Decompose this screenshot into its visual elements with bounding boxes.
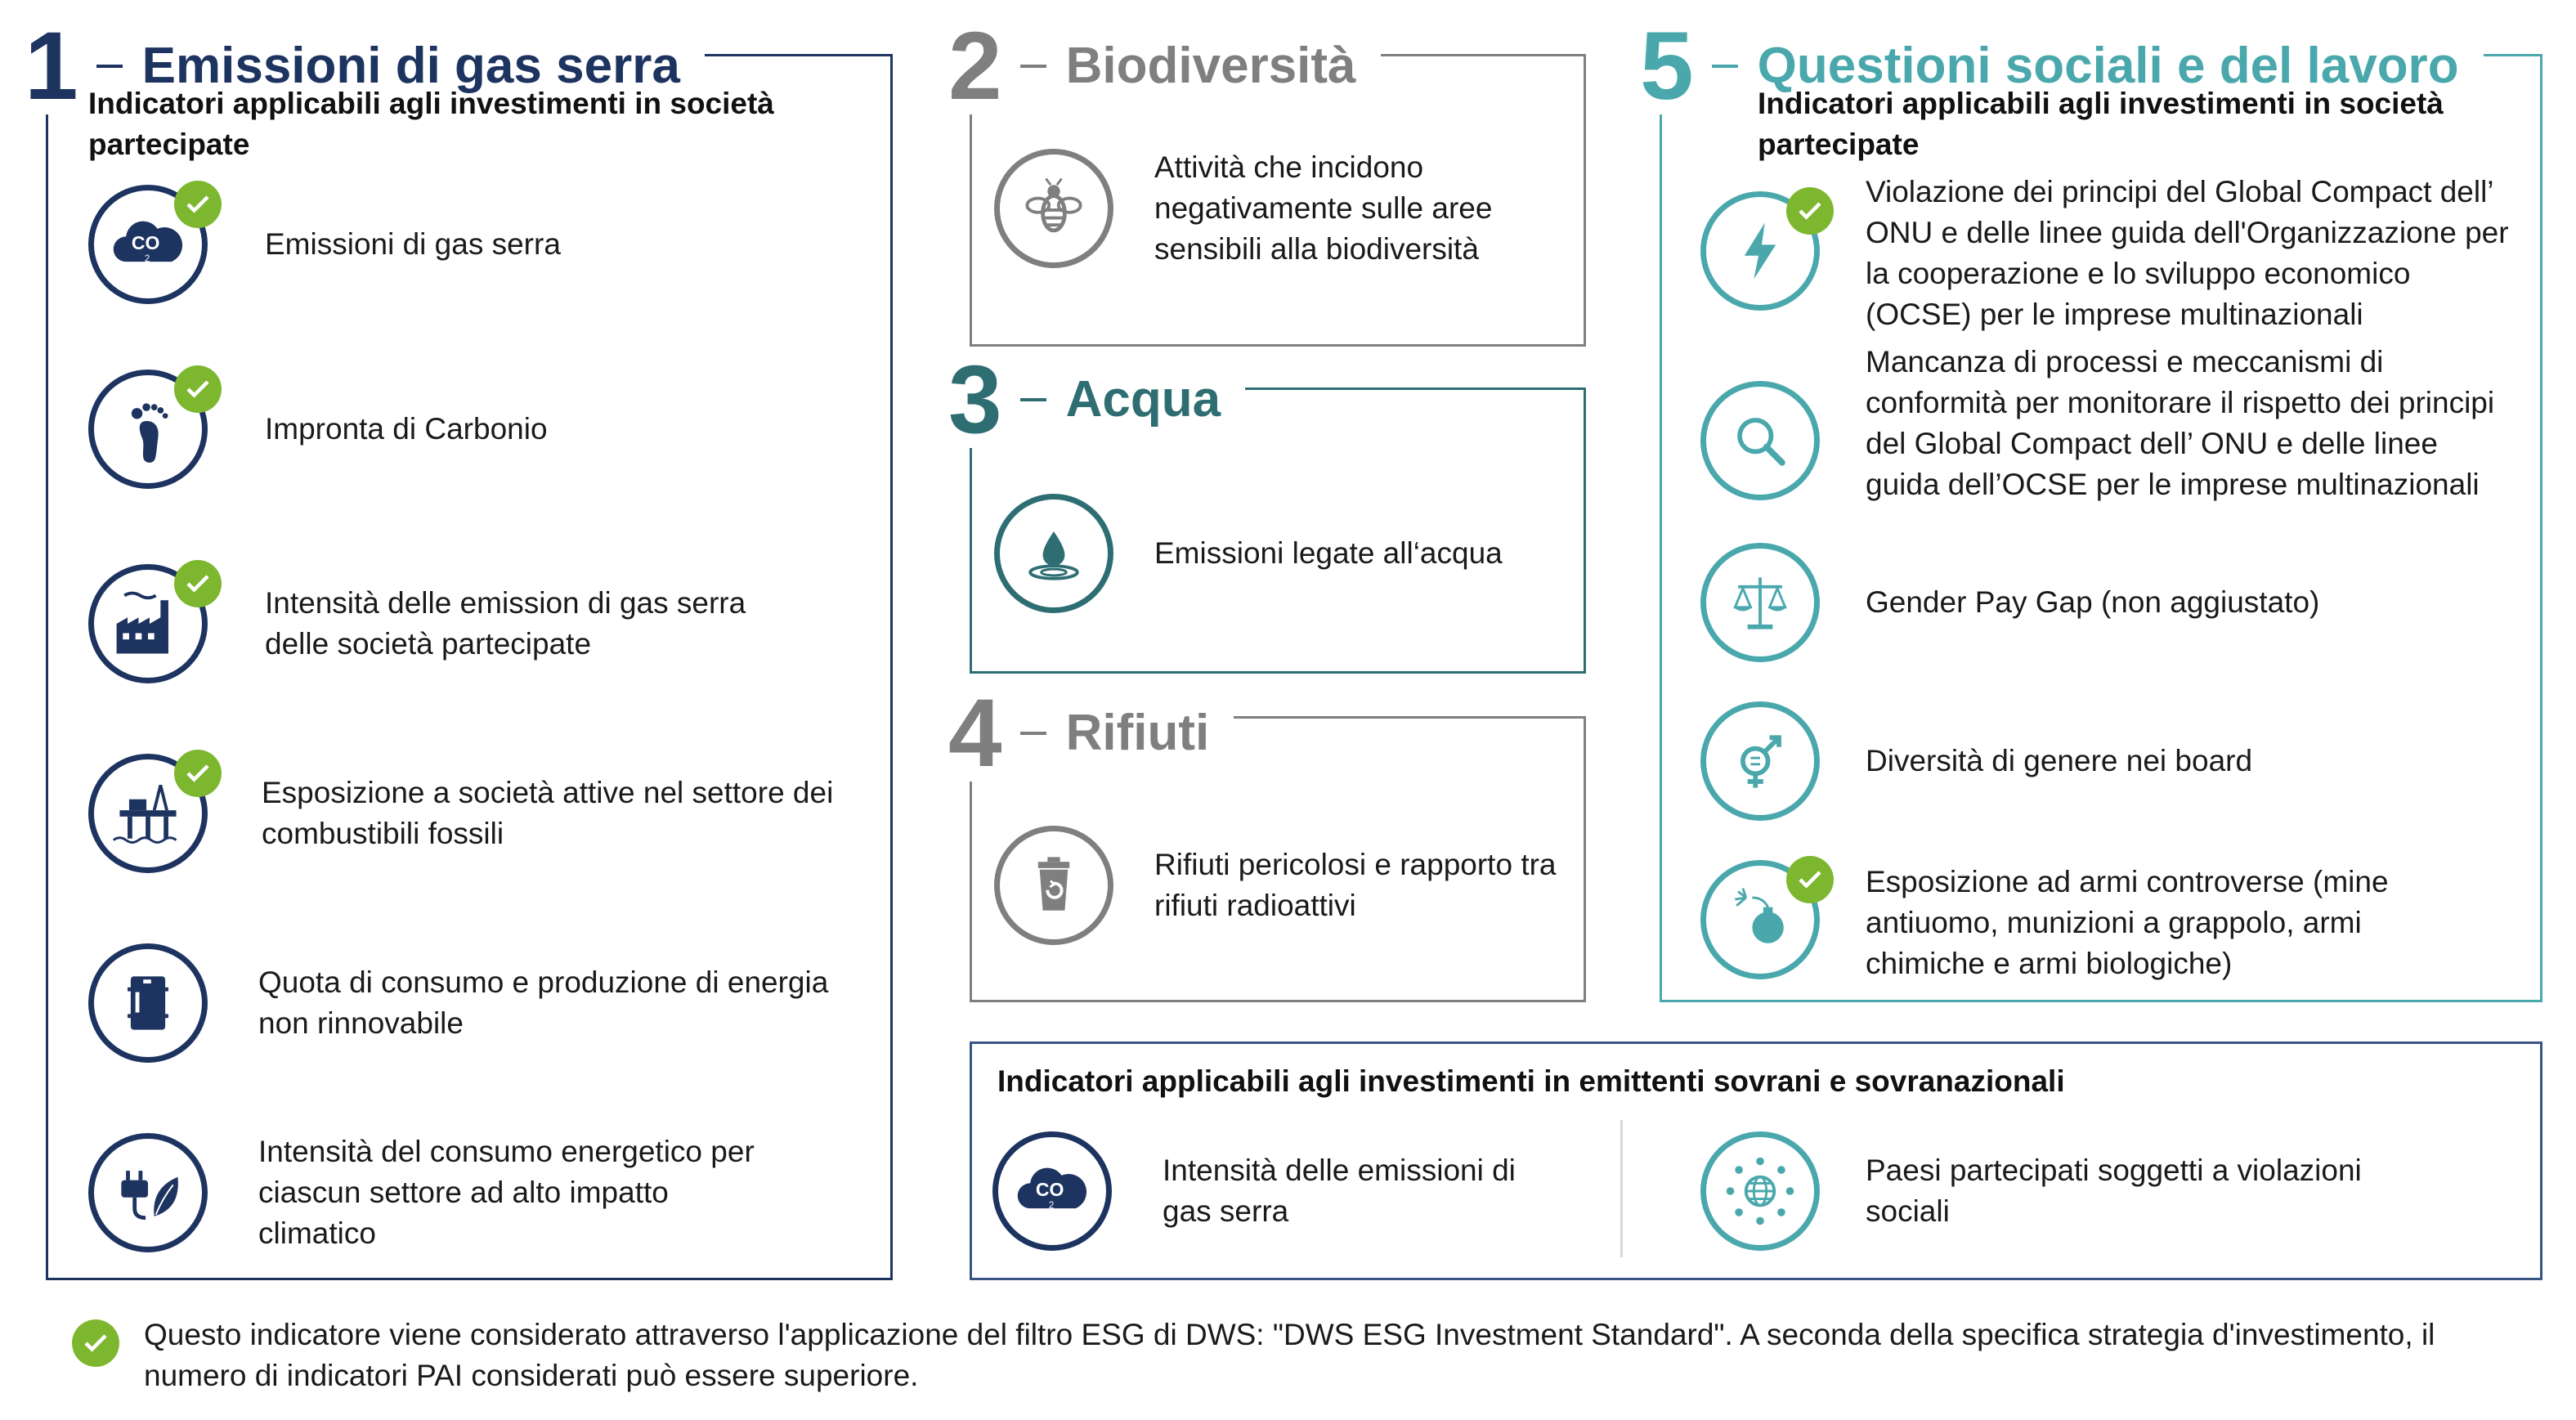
section5-item — [1700, 860, 1820, 979]
section4-item — [994, 826, 1563, 945]
item-text: Gender Pay Gap (non aggiustato) — [1866, 585, 2320, 619]
item-text: Esposizione a società attive nel settore dei combustibili fossili — [262, 776, 834, 850]
section2-header — [948, 12, 1381, 120]
section1-item — [88, 564, 788, 683]
item-text: Intensità delle emission di gas serra delle società partecipate — [265, 586, 746, 661]
item-text: Intensità del consumo energetico per ciascun settore ad alto impatto climatico — [258, 1135, 755, 1250]
bee-icon — [994, 149, 1113, 268]
section3-header — [948, 346, 1245, 454]
gender-icon — [1700, 701, 1820, 821]
footnote: Questo indicatore viene considerato attraverso l'applicazione del filtro ESG di DWS: "DWS ESG Investment Standard". A seconda della specifica strategia d'investimento, il numero di indicatori PAI considerati può essere superiore. — [144, 1318, 2435, 1392]
oil-barrel-icon — [88, 943, 208, 1063]
item-text: Emissioni di gas serra — [265, 227, 561, 261]
magnifier-icon — [1700, 381, 1820, 500]
item-text: Impronta di Carbonio — [265, 412, 548, 446]
item-text: Violazione dei principi del Global Compact dell’ ONU e delle linee guida dell'Organizzazione per la cooperazione e lo sviluppo economico (OCSE) per le imprese multinazionali — [1866, 175, 2509, 331]
section5-item — [1700, 191, 1820, 311]
co2-label: CO — [131, 231, 160, 253]
check-icon — [1786, 187, 1834, 235]
water-drop-icon — [994, 494, 1113, 613]
section1-item — [88, 1131, 782, 1254]
section1-item — [88, 754, 867, 873]
section1-item — [88, 185, 837, 304]
sovereign-item — [1700, 1131, 2438, 1251]
section2-item — [994, 147, 1539, 270]
item-text: Diversità di genere nei board — [1866, 744, 2253, 777]
section5-title: Questioni sociali e del lavoro — [1757, 38, 2459, 94]
section4-number: 4 — [948, 679, 1002, 787]
section3-title: Acqua — [1065, 371, 1221, 428]
sovereign-item — [992, 1131, 1522, 1251]
section5-number: 5 — [1640, 12, 1694, 120]
co2-subscript: 2 — [144, 254, 150, 265]
oil-platform-icon — [88, 754, 208, 873]
sovereign-title: Indicatori applicabili agli investimenti in emittenti sovrani e sovranazionali — [997, 1064, 2065, 1098]
section1-number: 1 — [25, 12, 78, 120]
scales-icon — [1700, 543, 1820, 662]
item-text: Emissioni legate all‘acqua — [1154, 536, 1503, 570]
section4-header — [948, 679, 1234, 787]
section5-item — [1700, 543, 2520, 662]
section5-subtitle: Indicatori applicabili agli investimenti in società partecipate — [1758, 87, 2444, 161]
section5-item — [1700, 701, 2520, 821]
co2-label: CO — [1035, 1178, 1064, 1200]
check-icon — [1786, 856, 1834, 903]
section1-item — [88, 943, 863, 1063]
check-icon — [174, 365, 222, 413]
recycle-bin-icon — [994, 826, 1113, 945]
section1-subtitle: Indicatori applicabili agli investimenti in società partecipate — [88, 87, 774, 161]
header-dash — [1020, 65, 1046, 68]
section1-item — [88, 370, 837, 489]
plug-leaf-icon — [88, 1133, 208, 1252]
globe-people-icon — [1700, 1131, 1820, 1251]
co2-cloud-icon — [88, 185, 208, 304]
footprint-icon — [88, 370, 208, 489]
check-icon — [174, 750, 222, 797]
section1-title: Emissioni di gas serra — [141, 38, 680, 94]
co2-subscript: 2 — [1048, 1201, 1055, 1212]
sovereign-divider — [1620, 1120, 1623, 1257]
item-text: Esposizione ad armi controverse (mine antiuomo, munizioni a grappolo, armi chimiche e armi biologiche) — [1866, 865, 2389, 980]
section5-item — [1700, 381, 1820, 500]
check-icon — [174, 181, 222, 228]
header-dash — [96, 65, 123, 68]
lightning-icon — [1700, 191, 1820, 311]
section4-title: Rifiuti — [1065, 705, 1210, 761]
bomb-icon — [1700, 860, 1820, 979]
check-icon — [174, 560, 222, 607]
header-dash — [1712, 65, 1738, 68]
item-text: Intensità delle emissioni di gas serra — [1163, 1153, 1516, 1228]
section2-title: Biodiversità — [1065, 38, 1356, 94]
item-text: Rifiuti pericolosi e rapporto tra rifiuti radioattivi — [1154, 848, 1557, 922]
item-text: Quota di consumo e produzione di energia non rinnovabile — [258, 965, 829, 1040]
item-text: Mancanza di processi e meccanismi di conformità per monitorare il rispetto dei principi del Global Compact dell’ ONU e delle linee guida dell’OCSE per le imprese multinazionali — [1866, 345, 2495, 501]
section3-item — [994, 494, 1539, 613]
check-icon — [72, 1319, 119, 1367]
section3-number: 3 — [948, 346, 1002, 454]
factory-icon — [88, 564, 208, 683]
co2-cloud-icon — [992, 1131, 1112, 1251]
section2-number: 2 — [948, 12, 1002, 120]
item-text: Attività che incidono negativamente sulle aree sensibili alla biodiversità — [1154, 150, 1493, 266]
header-dash — [1020, 398, 1046, 401]
item-text: Paesi partecipati soggetti a violazioni sociali — [1866, 1153, 2362, 1228]
header-dash — [1020, 732, 1046, 735]
